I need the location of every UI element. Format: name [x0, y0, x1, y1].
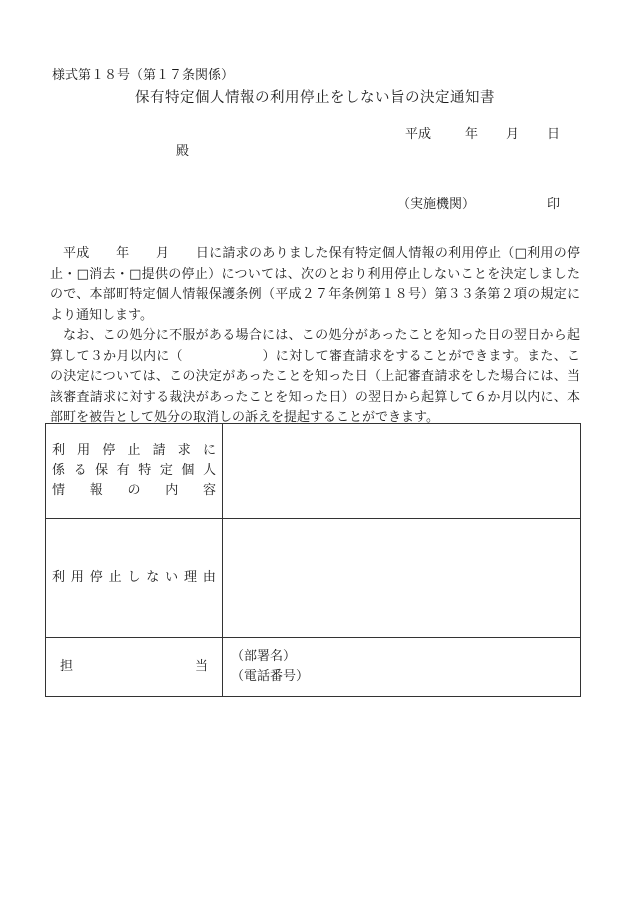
- table-row-content: [46, 424, 581, 519]
- reason-value-cell: [223, 519, 581, 638]
- content-value-cell: [223, 424, 581, 519]
- form-number: 様式第１８号（第１７条関係）: [52, 68, 235, 83]
- date-month: 月: [505, 127, 519, 142]
- date-year: 年: [464, 127, 478, 142]
- department-label: （部署名）: [231, 649, 297, 664]
- spread-label-line: 情 報 の 内 容: [52, 483, 216, 498]
- contact-value-cell: [223, 638, 581, 697]
- issuer-line: [397, 193, 560, 212]
- body-paragraph-2: なお、この処分に不服がある場合には、この処分があったことを知った日の翌日から起算して３か月以内に（ ）に対して審査請求をすることができます。また、この決定については、この決定があったことを知った日（上記審査請求をした場合には、当該審査請求に対する裁決があったことを知った日）の翌日から起算して６か月以内に、本部町を被告として処分の取消しの訴えを提起することができます。: [50, 328, 580, 425]
- table-row-contact: [46, 638, 581, 697]
- date-line: [405, 123, 560, 142]
- table-row-reason: [46, 519, 581, 638]
- content-label-cell: [46, 424, 223, 519]
- seal-mark: 印: [546, 197, 560, 212]
- date-era: 平成: [404, 127, 431, 142]
- issuer-label: （実施機関）: [396, 197, 475, 212]
- date-day: 日: [546, 127, 560, 142]
- phone-label: （電話番号）: [231, 669, 310, 684]
- addressee-suffix: 殿: [176, 144, 190, 159]
- document-title: 保有特定個人情報の利用停止をしない旨の決定通知書: [135, 90, 495, 106]
- body-paragraph-1: 平成 年 月 日に請求のありました保有特定個人情報の利用停止（□利用の停止・□消去・□提供の停止）については、次のとおり利用停止しないことを決定しましたので、本部町特定個人情報保護条例（平成２７年条例第１８号）第３３条第２項の規定により通知します。: [50, 246, 580, 323]
- reason-label-cell: [46, 519, 223, 638]
- notice-body: [50, 244, 580, 429]
- contact-label-cell: [46, 638, 223, 697]
- spread-label-line: 担 当: [60, 659, 208, 674]
- notice-table: [45, 423, 581, 697]
- spread-label-line: 係 る 保 有 特 定 個 人: [52, 463, 216, 478]
- spread-label-line: 利 用 停 止 し な い 理 由: [52, 570, 216, 585]
- spread-label-line: 利 用 停 止 請 求 に: [52, 443, 216, 458]
